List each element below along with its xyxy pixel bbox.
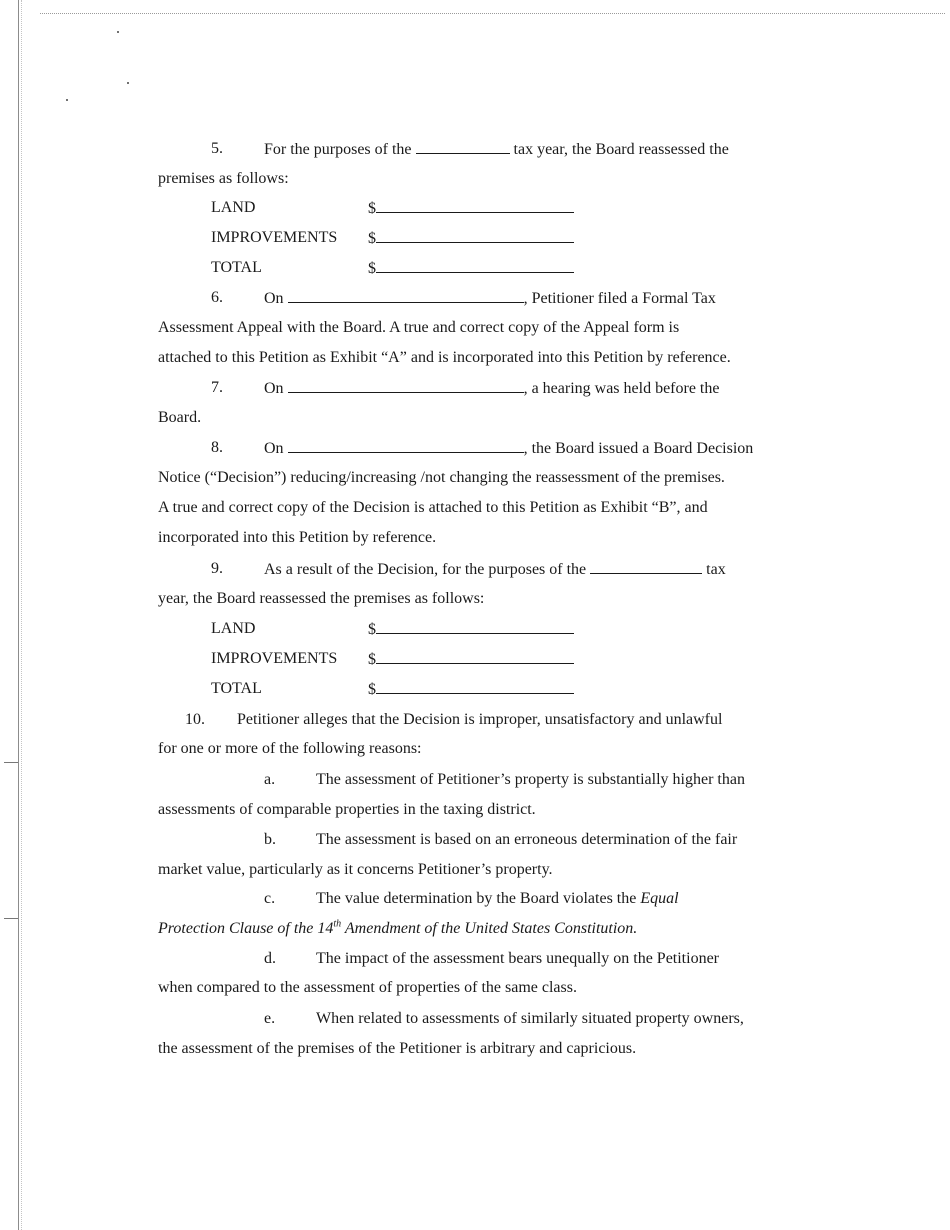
improvements-label: IMPROVEMENTS	[211, 650, 338, 667]
item-d-line-2: when compared to the assessment of properties of the same class.	[158, 979, 577, 996]
total-amount-blank[interactable]	[376, 258, 574, 273]
item-a-line-1: The assessment of Petitioner’s property is substantially higher than	[316, 771, 745, 788]
para-8-line-4: incorporated into this Petition by reference.	[158, 529, 437, 546]
ordinal-superscript: th	[333, 918, 342, 930]
para-9-line-2: year, the Board reassessed the premises as follows:	[158, 590, 485, 607]
para-7-on: On	[264, 380, 284, 397]
para-9-number: 9.	[211, 560, 223, 577]
item-c-constitution-text: Amendment of the United States Constitution.	[341, 920, 638, 937]
para-5-text-after: tax year, the Board reassessed the	[513, 141, 729, 158]
tax-year-blank[interactable]	[416, 139, 510, 154]
item-e-line-2: the assessment of the premises of the Petitioner is arbitrary and capricious.	[158, 1040, 637, 1057]
scan-tick-mark	[4, 918, 18, 919]
item-a-letter: a.	[264, 771, 276, 788]
scan-speck	[127, 82, 129, 84]
item-b-line-1: The assessment is based on an erroneous determination of the fair	[316, 831, 738, 848]
land-value-field	[368, 619, 574, 640]
land-label: LAND	[211, 199, 256, 216]
para-8-number: 8.	[211, 439, 223, 456]
para-10-number: 10.	[185, 711, 205, 728]
item-e-letter: e.	[264, 1010, 276, 1027]
item-a-line-2: assessments of comparable properties in the taxing district.	[158, 801, 536, 818]
item-c-line-1	[316, 889, 679, 909]
para-6-line-1	[264, 288, 716, 309]
total-label: TOTAL	[211, 259, 262, 276]
improvements-value-field	[368, 649, 574, 670]
item-e-line-1: When related to assessments of similarly situated property owners,	[316, 1010, 744, 1027]
para-5-number: 5.	[211, 140, 223, 157]
item-c-italic-text: Equal	[640, 890, 679, 907]
item-b-line-2: market value, particularly as it concerns Petitioner’s property.	[158, 861, 553, 878]
scan-edge-left-faint	[21, 0, 22, 1230]
improvements-amount-blank[interactable]	[376, 649, 574, 664]
currency-symbol: $	[368, 651, 376, 668]
item-b-letter: b.	[264, 831, 276, 848]
para-8-on: On	[264, 440, 284, 457]
item-c-text: The value determination by the Board violates the	[316, 890, 637, 907]
para-7-line-1	[264, 378, 719, 399]
para-5-line-2: premises as follows:	[158, 170, 289, 187]
para-9-text-before: As a result of the Decision, for the purposes of the	[264, 561, 587, 578]
para-7-text-after: , a hearing was held before the	[523, 380, 720, 397]
land-amount-blank[interactable]	[376, 198, 574, 213]
scan-speck	[117, 31, 119, 33]
land-value-field	[368, 198, 574, 219]
para-6-text-after: , Petitioner filed a Formal Tax	[523, 290, 716, 307]
decision-tax-year-blank[interactable]	[590, 559, 702, 574]
scan-edge-top	[40, 13, 945, 14]
para-7-line-2: Board.	[158, 409, 202, 426]
para-6-number: 6.	[211, 289, 223, 306]
currency-symbol: $	[368, 230, 376, 247]
total-value-field	[368, 258, 574, 279]
para-8-text-after: , the Board issued a Board Decision	[523, 440, 754, 457]
para-6-line-3: attached to this Petition as Exhibit “A” and is incorporated into this Petition by reference.	[158, 349, 731, 366]
hearing-date-blank[interactable]	[288, 378, 524, 393]
item-d-letter: d.	[264, 950, 276, 967]
total-amount-blank[interactable]	[376, 679, 574, 694]
para-8-line-3: A true and correct copy of the Decision is attached to this Petition as Exhibit “B”, and	[158, 499, 708, 516]
para-5-line-1	[264, 139, 729, 160]
currency-symbol: $	[368, 260, 376, 277]
para-6-on: On	[264, 290, 284, 307]
decision-date-blank[interactable]	[288, 438, 524, 453]
item-c-clause-text: Protection Clause of the 14	[158, 920, 334, 937]
land-amount-blank[interactable]	[376, 619, 574, 634]
currency-symbol: $	[368, 681, 376, 698]
item-c-line-2	[158, 919, 637, 939]
para-6-line-2: Assessment Appeal with the Board. A true and correct copy of the Appeal form is	[158, 319, 680, 336]
currency-symbol: $	[368, 200, 376, 217]
para-9-line-1	[264, 559, 726, 580]
item-c-letter: c.	[264, 890, 276, 907]
para-10-line-1: Petitioner alleges that the Decision is improper, unsatisfactory and unlawful	[237, 711, 723, 728]
currency-symbol: $	[368, 621, 376, 638]
total-value-field	[368, 679, 574, 700]
para-5-text-before: For the purposes of the	[264, 141, 412, 158]
improvements-value-field	[368, 228, 574, 249]
land-label: LAND	[211, 620, 256, 637]
scan-edge-left	[18, 0, 19, 1230]
para-8-line-1	[264, 438, 753, 459]
improvements-label: IMPROVEMENTS	[211, 229, 338, 246]
item-d-line-1: The impact of the assessment bears unequally on the Petitioner	[316, 950, 719, 967]
appeal-date-blank[interactable]	[288, 288, 524, 303]
total-label: TOTAL	[211, 680, 262, 697]
para-9-text-after: tax	[706, 561, 726, 578]
scan-speck	[66, 99, 68, 101]
para-7-number: 7.	[211, 379, 223, 396]
improvements-amount-blank[interactable]	[376, 228, 574, 243]
scan-tick-mark	[4, 762, 18, 763]
para-8-line-2: Notice (“Decision”) reducing/increasing /not changing the reassessment of the premises.	[158, 469, 725, 486]
para-10-line-2: for one or more of the following reasons:	[158, 740, 422, 757]
